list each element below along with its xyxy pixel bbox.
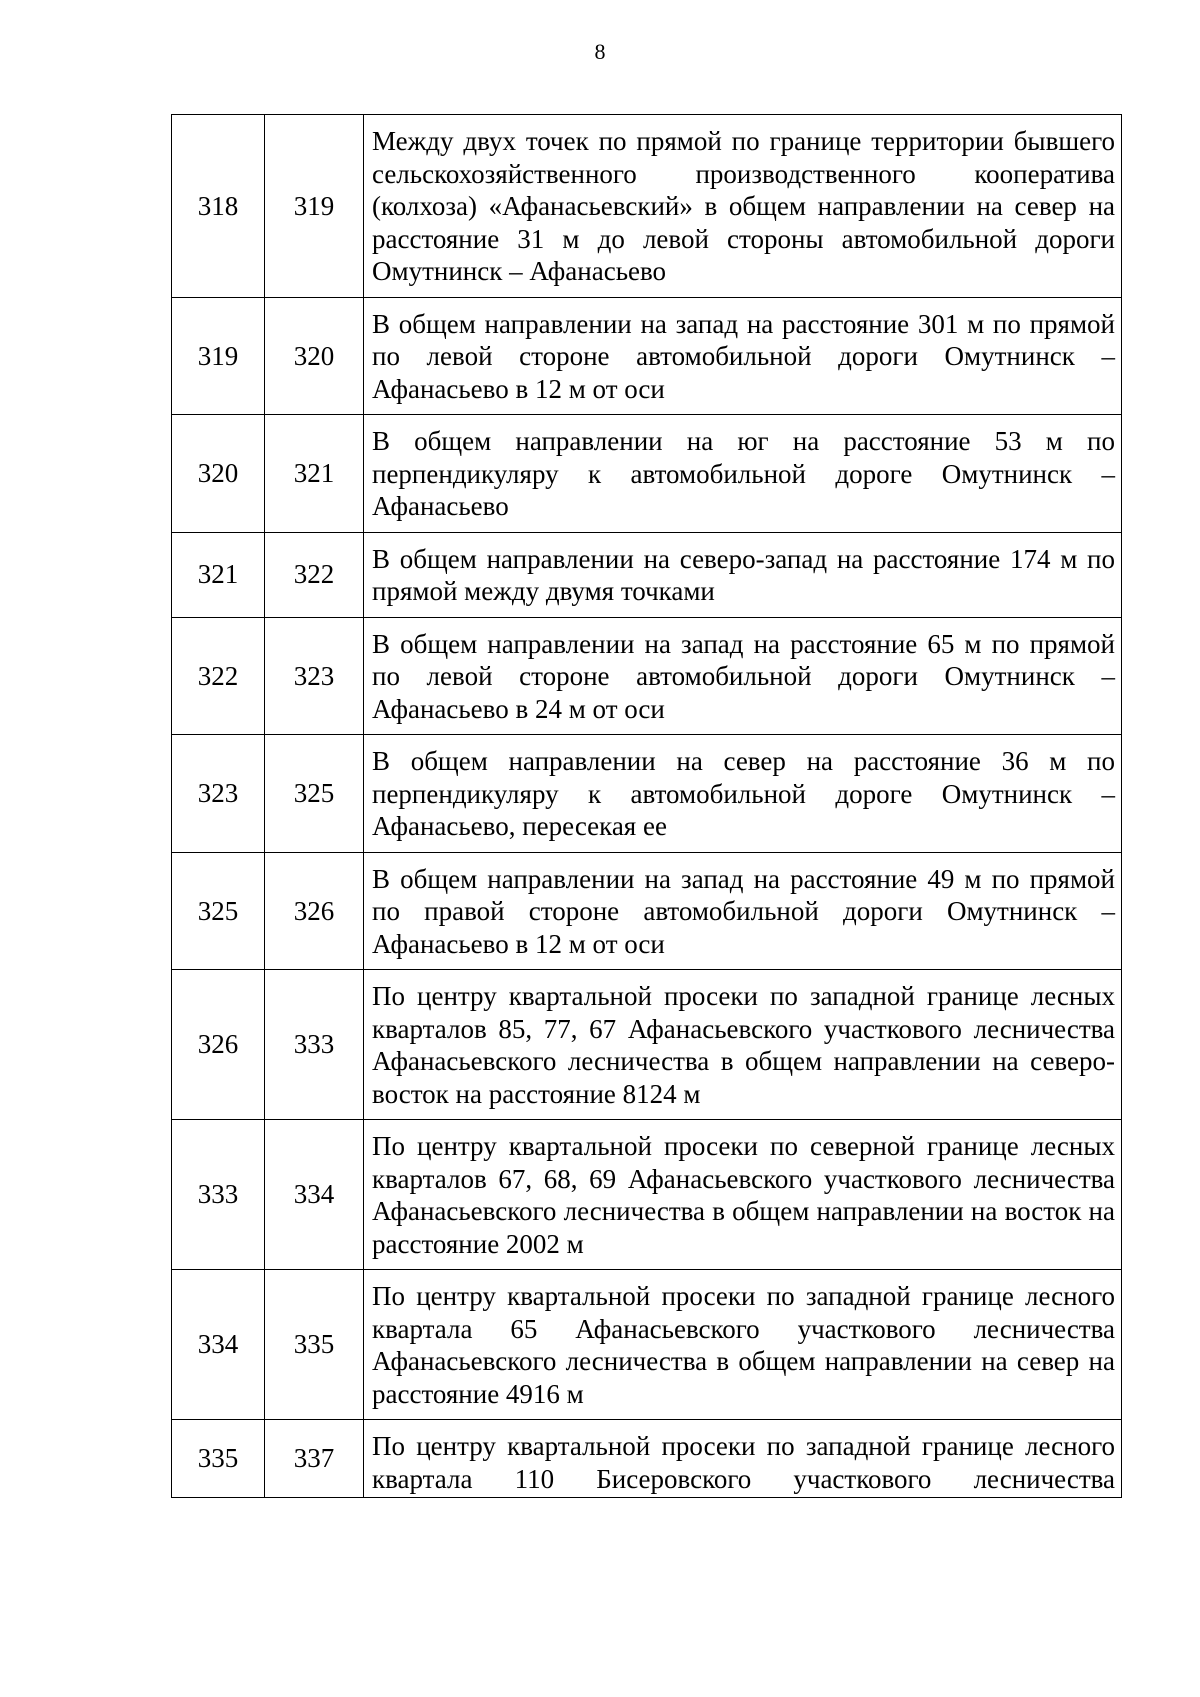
start-point-cell: 318 xyxy=(172,115,265,298)
table-row xyxy=(172,735,1122,853)
description-cell: В общем направлении на запад на расстояние 49 м по прямой по правой стороне автомобильной дороги Омутнинск – Афанасьево в 12 м от оси xyxy=(364,852,1122,970)
start-point-cell: 323 xyxy=(172,735,265,853)
end-point-cell: 321 xyxy=(265,415,364,533)
end-point-cell: 333 xyxy=(265,970,364,1120)
description-cell: В общем направлении на северо-запад на расстояние 174 м по прямой между двумя точками xyxy=(364,532,1122,617)
table-row xyxy=(172,852,1122,970)
table-row xyxy=(172,1420,1122,1498)
page-number: 8 xyxy=(594,39,606,64)
end-point-cell: 319 xyxy=(265,115,364,298)
table-row xyxy=(172,617,1122,735)
start-point-cell: 333 xyxy=(172,1120,265,1270)
end-point-cell: 335 xyxy=(265,1270,364,1420)
start-point-cell: 335 xyxy=(172,1420,265,1498)
description-cell: По центру квартальной просеки по северной границе лесных кварталов 67, 68, 69 Афанасьевского участкового лесничества Афанасьевского лесничества в общем направлении на восток на расстояние 2002 м xyxy=(364,1120,1122,1270)
start-point-cell: 334 xyxy=(172,1270,265,1420)
start-point-cell: 322 xyxy=(172,617,265,735)
description-cell: В общем направлении на север на расстояние 36 м по перпендикуляру к автомобильной дороге Омутнинск – Афанасьево, пересекая ее xyxy=(364,735,1122,853)
end-point-cell: 334 xyxy=(265,1120,364,1270)
start-point-cell: 326 xyxy=(172,970,265,1120)
description-cell: Между двух точек по прямой по границе территории бывшего сельскохозяйственного производственного кооператива (колхоза) «Афанасьевский» в общем направлении на север на расстояние 31 м до левой стороны автомобильной дороги Омутнинск – Афанасьево xyxy=(364,115,1122,298)
end-point-cell: 323 xyxy=(265,617,364,735)
start-point-cell: 320 xyxy=(172,415,265,533)
end-point-cell: 326 xyxy=(265,852,364,970)
start-point-cell: 325 xyxy=(172,852,265,970)
start-point-cell: 321 xyxy=(172,532,265,617)
end-point-cell: 337 xyxy=(265,1420,364,1498)
description-cell: В общем направлении на запад на расстояние 65 м по прямой по левой стороне автомобильной дороги Омутнинск – Афанасьево в 24 м от оси xyxy=(364,617,1122,735)
table-row xyxy=(172,532,1122,617)
table-row xyxy=(172,970,1122,1120)
table-row xyxy=(172,115,1122,298)
table-row xyxy=(172,1270,1122,1420)
table-row xyxy=(172,1120,1122,1270)
end-point-cell: 325 xyxy=(265,735,364,853)
table-row xyxy=(172,297,1122,415)
description-cell: По центру квартальной просеки по западной границе лесного квартала 110 Бисеровского участкового лесничества xyxy=(364,1420,1122,1498)
description-cell: В общем направлении на запад на расстояние 301 м по прямой по левой стороне автомобильной дороги Омутнинск – Афанасьево в 12 м от оси xyxy=(364,297,1122,415)
description-cell: По центру квартальной просеки по западной границе лесных кварталов 85, 77, 67 Афанасьевского участкового лесничества Афанасьевского лесничества в общем направлении на северо-восток на расстояние 8124 м xyxy=(364,970,1122,1120)
description-cell: В общем направлении на юг на расстояние 53 м по перпендикуляру к автомобильной дороге Омутнинск – Афанасьево xyxy=(364,415,1122,533)
boundary-description-table xyxy=(171,114,1122,1498)
start-point-cell: 319 xyxy=(172,297,265,415)
end-point-cell: 322 xyxy=(265,532,364,617)
table-row xyxy=(172,415,1122,533)
end-point-cell: 320 xyxy=(265,297,364,415)
description-cell: По центру квартальной просеки по западной границе лесного квартала 65 Афанасьевского участкового лесничества Афанасьевского лесничества в общем направлении на север на расстояние 4916 м xyxy=(364,1270,1122,1420)
